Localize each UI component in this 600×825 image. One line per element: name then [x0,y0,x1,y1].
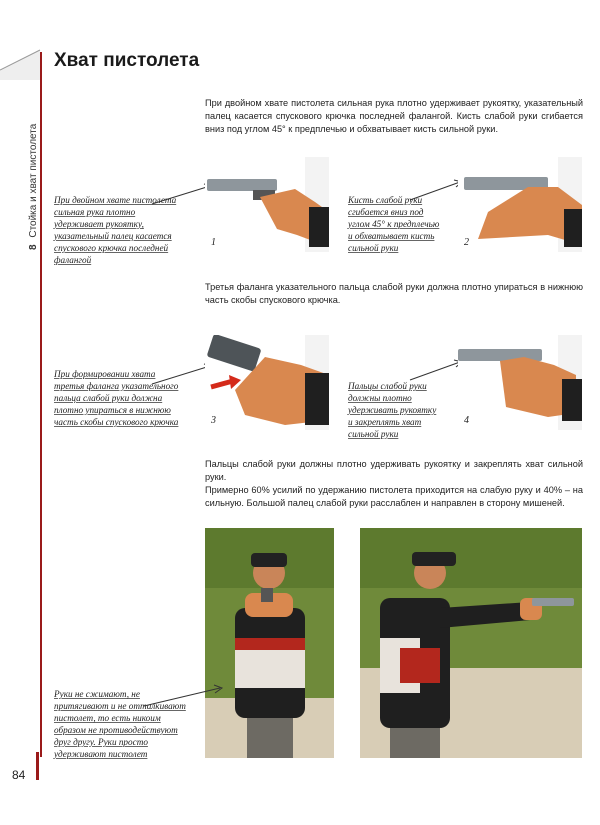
photo-4-image [458,335,582,430]
photo-2-image [458,157,582,252]
caption-3: При формировании хвата третья фаланга указательного пальца слабой руки должна плотно упираться в нижнюю часть скобы спускового крючка [54,369,179,427]
photo-3-index-finger-position [205,335,329,430]
paragraph-4: Примерно 60% усилий по удержанию пистолета приходится на слабую руку и 40% – на сильную. Большой палец слабой руки расслаблен и направлен в сторону мишеней. [205,485,583,508]
section-number: 8 [28,244,39,250]
photo-1-strong-hand-grip [205,157,329,252]
page-number-rule [36,752,39,780]
caption-1: При двойном хвате пистолета сильная рука плотно удерживает рукоятку, указательный палец касается спускового крючка последней фалангой [54,195,177,265]
caption-4: Пальцы слабой руки должны плотно удерживать рукоятку и закреплять хват сильной руки [348,381,437,439]
section-label [28,124,39,250]
photo-shooter-side [360,528,582,758]
photo-3-image [205,335,329,430]
paragraph-3: Пальцы слабой руки должны плотно удерживать рукоятку и закреплять хват сильной руки. [205,459,583,482]
paragraph-2: Третья фаланга указательного пальца слабой руки должна плотно упираться в нижнюю часть скобы спускового крючка. [205,282,583,305]
caption-5-arrow [142,680,232,710]
corner-ornament [0,40,60,80]
photo-shooter-front-image [205,528,334,758]
photo-shooter-side-image [360,528,582,758]
photo-1-image [205,157,329,252]
photo-number-3: 3 [211,415,216,426]
photo-number-2: 2 [464,237,469,248]
photo-2-support-hand-angle [458,157,582,252]
photo-4-support-fingers-grip [458,335,582,430]
section-title: Стойка и хват пистолета [28,123,39,238]
photo-number-1: 1 [211,237,216,248]
photo-number-4: 4 [464,415,469,426]
caption-5: Руки не сжимают, не притягивают и не отталкивают пистолет, то есть никоим образом не противодействуют друг другу. Руки просто удерживают пистолет [54,689,186,759]
paragraph-1: При двойном хвате пистолета сильная рука плотно удерживает рукоятку, указательный палец касается спускового крючка последней фалангой. Кисть слабой руки сгибается вниз под углом 45° к предплечью и обхватывает кисть сильной руки. [205,98,583,134]
photo-shooter-front [205,528,334,758]
side-accent-rule [40,52,42,757]
caption-2: Кисть слабой руки сгибается вниз под углом 45° к предплечью и обхватывает кисть сильной руки [348,195,440,253]
page-title: Хват пистолета [54,50,200,71]
page-number: 84 [12,768,26,782]
